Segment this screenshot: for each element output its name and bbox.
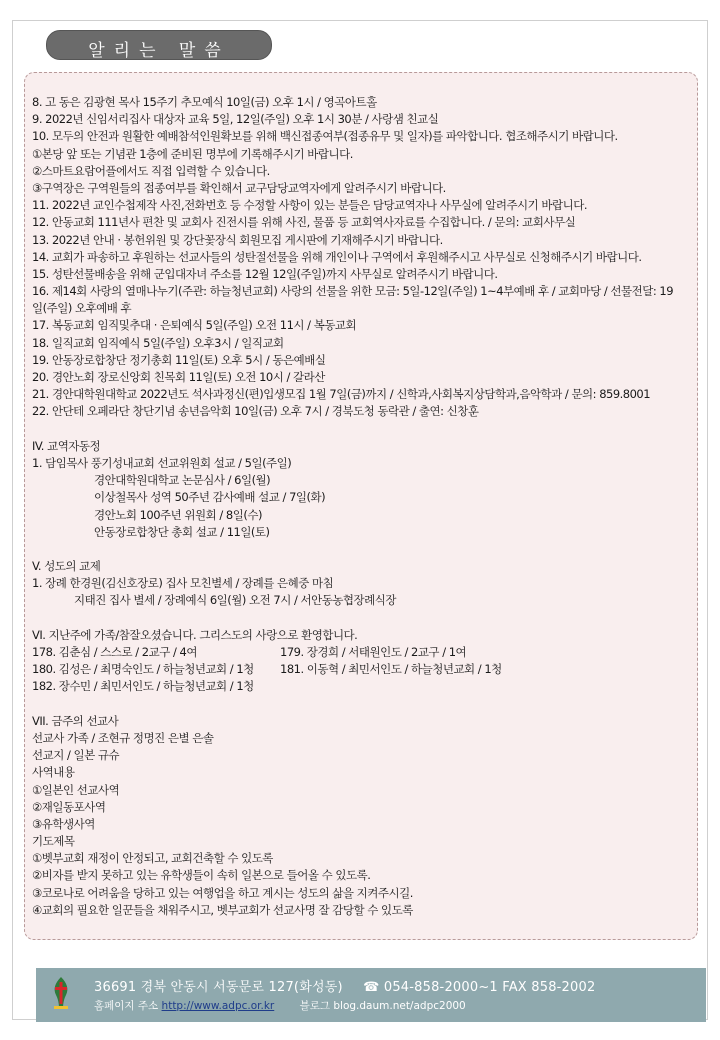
announcement-item: 9. 2022년 신임서리집사 대상자 교육 5일, 12일(주일) 오후 1시 30분 / 사랑샘 친교실 [32, 112, 439, 127]
announcement-item: 일(주일) 오후예배 후 [32, 301, 132, 316]
blog-label: 블로그 [299, 1000, 331, 1012]
newcomer-entry: 180. 김성은 / 최명숙인도 / 하늘청년교회 / 1청 [32, 662, 254, 677]
footer-address: 36691 경북 안동시 서동문로 127(화성동) [94, 980, 343, 995]
newcomers-heading: VI. 지난주에 가족/참잘오셨습니다. 그리스도의 사랑으로 환영합니다. [32, 627, 358, 642]
homepage-link[interactable]: http://www.adpc.or.kr [161, 1000, 275, 1012]
fellowship-heading: V. 성도의 교제 [32, 559, 101, 574]
newcomer-entry: 181. 이동혁 / 최민서인도 / 하늘청년교회 / 1청 [280, 662, 502, 677]
missionary-line: 선교사 가족 / 조현규 정명진 은별 은솔 [32, 730, 214, 745]
newcomer-entry: 179. 장경희 / 서태원인도 / 2교구 / 1여 [280, 645, 467, 659]
missionary-line: ②비자를 받지 못하고 있는 유학생들이 속히 일본으로 들어올 수 있도록. [32, 868, 371, 883]
phone-icon: ☎ [363, 980, 380, 995]
announcement-item: 16. 제14회 사랑의 열매나누기(주관: 하늘청년교회) 사랑의 선물을 위한 모금: 5일-12일(주일) 1~4부예배 후 / 교회마당 / 선물전달: 19 [32, 284, 674, 299]
homepage-label: 홈페이지 주소 [94, 1000, 159, 1012]
newcomer-row [32, 661, 692, 678]
church-logo-icon [50, 976, 72, 1010]
newcomer-row [32, 644, 692, 661]
announcement-item: 11. 2022년 교인수첩제작 사진,전화번호 등 수정할 사항이 있는 분들은 담당교역자나 사무실에 알려주시기 바랍니다. [32, 198, 588, 213]
page-title: 알리는 말씀 [88, 41, 230, 61]
newcomer-entry: 182. 장수민 / 최민서인도 / 하늘청년교회 / 1청 [32, 679, 254, 694]
missionary-line: 사역내용 [32, 765, 75, 780]
announcement-item: 18. 일직교회 임직예식 5일(주일) 오후3시 / 일직교회 [32, 335, 284, 350]
minister-entry: 경안노회 100주년 위원회 / 8일(수) [94, 507, 262, 522]
fellowship-funeral: 1. 장례 한경원(김신호장로) 집사 모친별세 / 장례를 은혜중 마침 [32, 576, 334, 591]
announcement-item: 15. 성탄선물배송을 위해 군입대자녀 주소를 12월 12일(주일)까지 사무실로 알려주시기 바랍니다. [32, 266, 498, 281]
announcement-item: 22. 안단테 오페라단 창단기념 송년음악회 10일(금) 오후 7시 / 경북도청 동락관 / 출연: 신창훈 [32, 404, 479, 419]
newcomer-row [32, 678, 692, 695]
footer-bar [36, 968, 706, 1022]
section-title-tab [46, 30, 272, 60]
blog-link[interactable]: blog.daum.net/adpc2000 [333, 1000, 466, 1012]
missionary-line: ③유학생사역 [32, 816, 95, 831]
fellowship-funeral: 지태진 집사 별세 / 장례예식 6일(월) 오전 7시 / 서안동농협장례식장 [74, 593, 396, 608]
missionary-line: ④교회의 필요한 일꾼들을 채워주시고, 벳부교회가 선교사명 잘 감당할 수 있도록 [32, 902, 413, 917]
footer-phone: 054-858-2000~1 FAX 858-2002 [383, 980, 596, 995]
announcement-item: ①본당 앞 또는 기념관 1층에 준비된 명부에 기록해주시기 바랍니다. [32, 146, 353, 161]
announcement-item: 13. 2022년 안내 · 봉헌위원 및 강단꽃장식 회원모집 게시판에 기재해주시기 바랍니다. [32, 232, 443, 247]
ministers-heading: IV. 교역자동정 [32, 438, 101, 453]
minister-entry: 이상철목사 성역 50주년 감사예배 설교 / 7일(화) [94, 490, 326, 505]
minister-entry: 안동장로합창단 총회 설교 / 11일(토) [94, 524, 270, 539]
announcement-item: 17. 복동교회 임직및추대 · 은퇴예식 5일(주일) 오전 11시 / 복동교회 [32, 318, 357, 333]
minister-entry-text: 풍기성내교회 선교위원회 설교 / 5일(주일) [90, 455, 292, 470]
missionary-line: 선교지 / 일본 규슈 [32, 748, 120, 763]
missionary-line: 기도제목 [32, 834, 75, 849]
missionary-heading: VII. 금주의 선교사 [32, 713, 119, 728]
announcement-item: ②스마트요람어플에서도 직접 입력할 수 있습니다. [32, 163, 270, 178]
announcement-item: 19. 안동장로합창단 정기총회 11일(토) 오후 5시 / 동은예배실 [32, 352, 326, 367]
minister-label: 1. 담임목사 [32, 455, 88, 470]
missionary-line: ②재일동포사역 [32, 799, 106, 814]
announcements-content [32, 94, 692, 919]
newcomer-entry: 178. 김춘심 / 스스로 / 2교구 / 4여 [32, 645, 197, 659]
announcement-item: 20. 경안노회 장로신앙회 친목회 11일(토) 오전 10시 / 갈라산 [32, 370, 325, 384]
missionary-line: ③코로나로 어려움을 당하고 있는 여행업을 하고 계시는 성도의 삶을 지켜주시길. [32, 885, 413, 900]
missionary-line: ①일본인 선교사역 [32, 782, 120, 797]
announcement-item: 10. 모두의 안전과 원활한 예배참석인원확보를 위해 백신접종여부(접종유무 및 일자)를 파악합니다. 협조해주시기 바랍니다. [32, 129, 618, 144]
announcement-item: 14. 교회가 파송하고 후원하는 선교사들의 성탄절선물을 위해 개인이나 구역에서 후원해주시고 사무실로 신청해주시기 바랍니다. [32, 249, 642, 264]
announcement-item: 12. 안동교회 111년사 편찬 및 교회사 진전시를 위해 사진, 물품 등 교회역사자료를 수집합니다. / 문의: 교회사무실 [32, 215, 576, 230]
footer-contact-line [94, 976, 595, 995]
announcement-item: ③구역장은 구역원들의 접종여부를 확인해서 교구담당교역자에게 알려주시기 바랍니다. [32, 180, 446, 195]
minister-entry [32, 455, 692, 472]
footer-web-line [94, 998, 466, 1013]
announcement-item: 21. 경안대학원대학교 2022년도 석사과정신(편)입생모집 1월 7일(금)까지 / 신학과,사회복지상담학과,음악학과 / 문의: 859.8001 [32, 387, 651, 402]
missionary-line: ①벳부교회 재정이 안정되고, 교회건축할 수 있도록 [32, 851, 273, 866]
minister-entry: 경안대학원대학교 논문심사 / 6일(월) [94, 473, 271, 488]
announcement-item: 8. 고 동은 김광현 목사 15주기 추모예식 10일(금) 오후 1시 / 영곡아트홀 [32, 95, 377, 109]
